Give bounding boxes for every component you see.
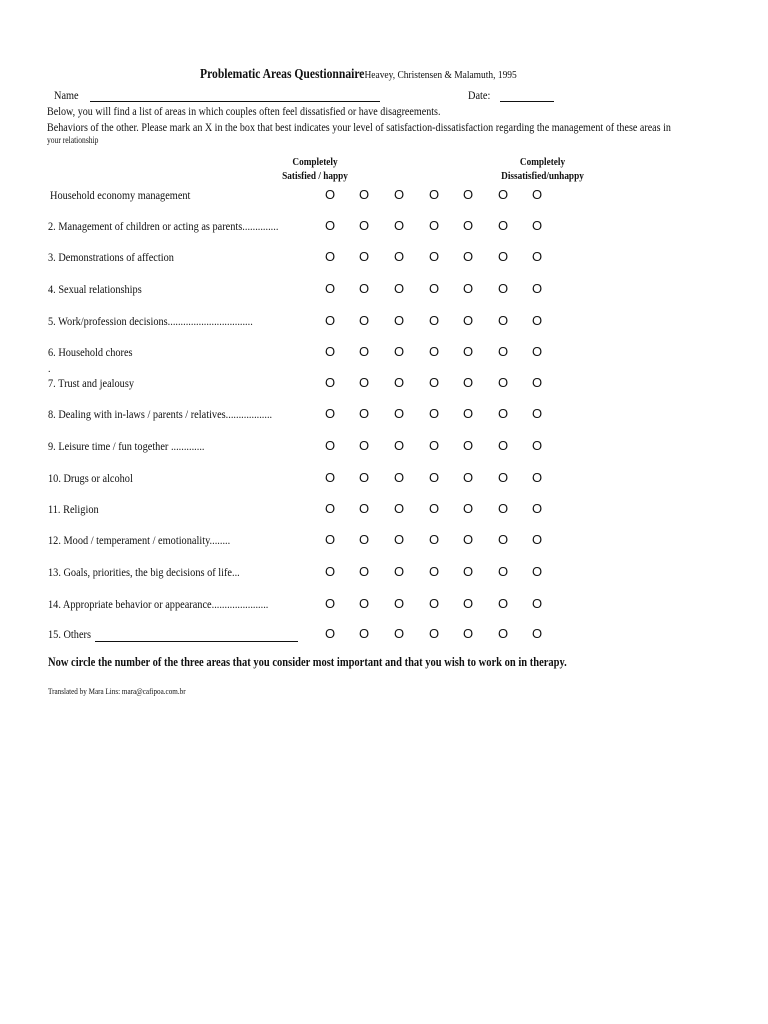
rating-option-4[interactable]: O: [428, 344, 440, 359]
rating-option-2[interactable]: O: [358, 626, 370, 641]
rating-option-7[interactable]: O: [531, 218, 543, 233]
rating-option-1[interactable]: O: [324, 532, 336, 547]
row-6-stray-mark: .: [48, 364, 51, 375]
scale-right-header: [490, 155, 595, 183]
name-field[interactable]: [90, 101, 380, 102]
date-field[interactable]: [500, 101, 554, 102]
rating-option-4[interactable]: O: [428, 313, 440, 328]
rating-option-4[interactable]: O: [428, 187, 440, 202]
scale-left-top: Completely: [292, 156, 338, 168]
rating-option-5[interactable]: O: [462, 626, 474, 641]
name-label: Name: [54, 88, 79, 102]
row-label: 8. Dealing with in-laws / parents / relatives..................: [48, 407, 273, 421]
rating-option-4[interactable]: O: [428, 281, 440, 296]
rating-option-4[interactable]: O: [428, 626, 440, 641]
rating-option-1[interactable]: O: [324, 438, 336, 453]
scale-left-header: [265, 155, 366, 183]
rating-option-4[interactable]: O: [428, 406, 440, 421]
row-label: 10. Drugs or alcohol: [48, 471, 133, 485]
rating-option-2[interactable]: O: [358, 218, 370, 233]
rating-option-4[interactable]: O: [428, 501, 440, 516]
rating-option-7[interactable]: O: [531, 406, 543, 421]
rating-option-2[interactable]: O: [358, 249, 370, 264]
rating-option-5[interactable]: O: [462, 218, 474, 233]
rating-option-4[interactable]: O: [428, 375, 440, 390]
row-label: 9. Leisure time / fun together .............: [48, 439, 205, 453]
rating-option-5[interactable]: O: [462, 596, 474, 611]
rating-option-6[interactable]: O: [497, 281, 509, 296]
rating-option-1[interactable]: O: [324, 470, 336, 485]
rating-option-3[interactable]: O: [393, 249, 405, 264]
scale-right-top: Completely: [519, 156, 566, 168]
rating-option-7[interactable]: O: [531, 375, 543, 390]
rating-option-5[interactable]: O: [462, 438, 474, 453]
rating-option-4[interactable]: O: [428, 470, 440, 485]
rating-option-7[interactable]: O: [531, 313, 543, 328]
rating-option-7[interactable]: O: [531, 438, 543, 453]
rating-option-3[interactable]: O: [393, 596, 405, 611]
rating-option-2[interactable]: O: [358, 501, 370, 516]
rating-option-1[interactable]: O: [324, 249, 336, 264]
rating-option-3[interactable]: O: [393, 438, 405, 453]
rating-option-6[interactable]: O: [497, 438, 509, 453]
scale-left-bottom: Satisfied / happy: [282, 170, 348, 182]
rating-option-6[interactable]: O: [497, 375, 509, 390]
row-label: 5. Work/profession decisions.................................: [48, 314, 253, 328]
rating-option-5[interactable]: O: [462, 375, 474, 390]
rating-option-1[interactable]: O: [324, 596, 336, 611]
rating-option-3[interactable]: O: [393, 470, 405, 485]
rating-option-5[interactable]: O: [462, 470, 474, 485]
rating-option-1[interactable]: O: [324, 375, 336, 390]
rating-option-2[interactable]: O: [358, 344, 370, 359]
rating-option-5[interactable]: O: [462, 344, 474, 359]
rating-option-7[interactable]: O: [531, 564, 543, 579]
row-label: 4. Sexual relationships: [48, 282, 142, 296]
page-title: [200, 66, 517, 82]
rating-option-6[interactable]: O: [497, 532, 509, 547]
rating-option-5[interactable]: O: [462, 249, 474, 264]
rating-option-1[interactable]: O: [324, 281, 336, 296]
rating-option-3[interactable]: O: [393, 564, 405, 579]
rating-option-2[interactable]: O: [358, 187, 370, 202]
rating-option-3[interactable]: O: [393, 406, 405, 421]
row-label: 2. Management of children or acting as parents..............: [48, 219, 279, 233]
rating-option-2[interactable]: O: [358, 313, 370, 328]
rating-option-5[interactable]: O: [462, 281, 474, 296]
rating-option-6[interactable]: O: [497, 596, 509, 611]
rating-option-5[interactable]: O: [462, 313, 474, 328]
rating-option-4[interactable]: O: [428, 564, 440, 579]
intro-line-2: Behaviors of the other. Please mark an X in the box that best indicates your level of satisfaction-dissatisfaction regarding the management of these areas in: [47, 120, 671, 134]
rating-option-4[interactable]: O: [428, 438, 440, 453]
rating-option-3[interactable]: O: [393, 313, 405, 328]
citation-text: Heavey, Christensen & Malamuth, 1995: [364, 69, 517, 81]
rating-option-4[interactable]: O: [428, 532, 440, 547]
rating-option-6[interactable]: O: [497, 564, 509, 579]
rating-option-6[interactable]: O: [497, 187, 509, 202]
rating-option-3[interactable]: O: [393, 344, 405, 359]
rating-option-3[interactable]: O: [393, 626, 405, 641]
rating-option-1[interactable]: O: [324, 344, 336, 359]
rating-option-6[interactable]: O: [497, 313, 509, 328]
rating-option-7[interactable]: O: [531, 532, 543, 547]
rating-option-6[interactable]: O: [497, 626, 509, 641]
rating-option-7[interactable]: O: [531, 187, 543, 202]
scale-right-bottom: Dissatisfied/unhappy: [501, 170, 584, 182]
row-label: 7. Trust and jealousy: [48, 376, 135, 390]
final-instruction: Now circle the number of the three areas that you consider most important and that you wish to work on in therapy.: [48, 655, 567, 669]
rating-option-1[interactable]: O: [324, 626, 336, 641]
row-label: 13. Goals, priorities, the big decisions of life...: [48, 565, 240, 579]
rating-option-4[interactable]: O: [428, 596, 440, 611]
rating-option-6[interactable]: O: [497, 249, 509, 264]
rating-option-2[interactable]: O: [358, 532, 370, 547]
row-label: 3. Demonstrations of affection: [48, 250, 174, 264]
rating-option-3[interactable]: O: [393, 218, 405, 233]
rating-option-1[interactable]: O: [324, 313, 336, 328]
rating-option-4[interactable]: O: [428, 249, 440, 264]
rating-option-1[interactable]: O: [324, 564, 336, 579]
others-write-in-field[interactable]: [95, 641, 298, 642]
translator-credit: Translated by Mara Lins: mara@cafipoa.com.br: [48, 686, 186, 696]
rating-option-2[interactable]: O: [358, 596, 370, 611]
rating-option-2[interactable]: O: [358, 406, 370, 421]
rating-option-6[interactable]: O: [497, 406, 509, 421]
row-label: 15. Others: [48, 627, 91, 641]
rating-option-7[interactable]: O: [531, 281, 543, 296]
rating-option-1[interactable]: O: [324, 501, 336, 516]
rating-option-7[interactable]: O: [531, 470, 543, 485]
rating-option-2[interactable]: O: [358, 438, 370, 453]
rating-option-5[interactable]: O: [462, 501, 474, 516]
rating-option-5[interactable]: O: [462, 532, 474, 547]
rating-option-7[interactable]: O: [531, 626, 543, 641]
rating-option-1[interactable]: O: [324, 187, 336, 202]
rating-option-3[interactable]: O: [393, 532, 405, 547]
rating-option-7[interactable]: O: [531, 501, 543, 516]
rating-option-7[interactable]: O: [531, 596, 543, 611]
row-label: 12. Mood / temperament / emotionality........: [48, 533, 231, 547]
rating-option-6[interactable]: O: [497, 218, 509, 233]
row-label: 14. Appropriate behavior or appearance......................: [48, 597, 269, 611]
rating-option-7[interactable]: O: [531, 249, 543, 264]
rating-option-6[interactable]: O: [497, 344, 509, 359]
rating-option-2[interactable]: O: [358, 470, 370, 485]
title-text: Problematic Areas Questionnaire: [200, 66, 365, 81]
rating-option-5[interactable]: O: [462, 187, 474, 202]
rating-option-4[interactable]: O: [428, 218, 440, 233]
rating-option-3[interactable]: O: [393, 375, 405, 390]
date-label: Date:: [468, 88, 491, 102]
rating-option-2[interactable]: O: [358, 281, 370, 296]
rating-option-2[interactable]: O: [358, 564, 370, 579]
row-label: 6. Household chores: [48, 345, 133, 359]
rating-option-3[interactable]: O: [393, 501, 405, 516]
rating-option-5[interactable]: O: [462, 406, 474, 421]
rating-option-5[interactable]: O: [462, 564, 474, 579]
row-label: 11. Religion: [48, 502, 99, 516]
rating-option-1[interactable]: O: [324, 406, 336, 421]
intro-line-1: Below, you will find a list of areas in which couples often feel dissatisfied or have disagreements.: [47, 104, 441, 118]
row-label: Household economy management: [50, 188, 191, 202]
rating-option-1[interactable]: O: [324, 218, 336, 233]
intro-line-3: your relationship: [47, 135, 99, 145]
rating-option-2[interactable]: O: [358, 375, 370, 390]
rating-option-3[interactable]: O: [393, 187, 405, 202]
rating-option-6[interactable]: O: [497, 470, 509, 485]
rating-option-3[interactable]: O: [393, 281, 405, 296]
rating-option-6[interactable]: O: [497, 501, 509, 516]
rating-option-7[interactable]: O: [531, 344, 543, 359]
